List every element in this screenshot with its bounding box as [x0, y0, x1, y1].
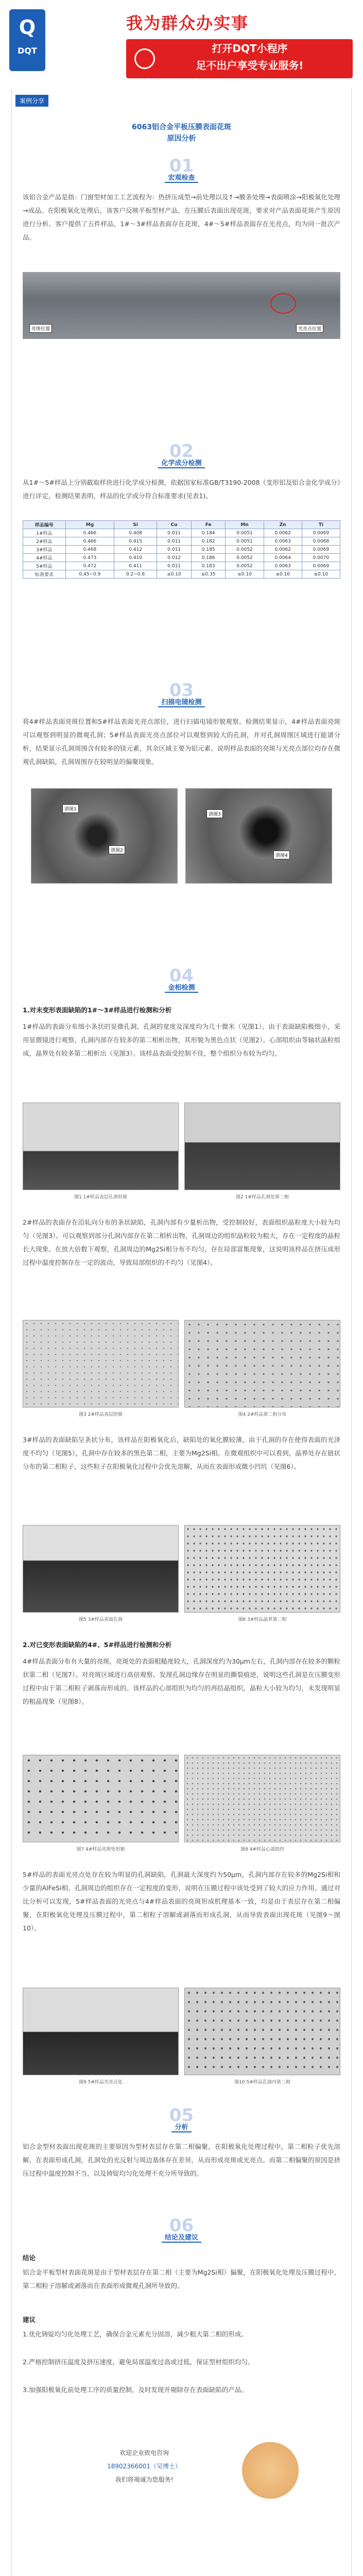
contact-phone[interactable]: 18902366001（吴博士）	[107, 2463, 181, 2470]
caption-fig1: 图1 1#样品表层孔洞形貌	[74, 1195, 127, 1200]
metallograph-fig5	[23, 1525, 179, 1613]
table-header: Fe	[191, 521, 226, 529]
table-header: Mg	[65, 521, 114, 529]
table-header-row	[23, 521, 340, 529]
caption-fig5: 图5 3#样品表面孔洞	[79, 1617, 123, 1622]
section-03-text: 将4#样品表面亮斑位置和5#样品表面光亮点部位，进行扫描电镜形貌观察。检测结果显示，4#样品表面亮斑可以观察到明显的微观孔洞；5#样品表面光亮点部位可以观察到较大的孔洞，并对孔洞周围区域进行能谱分析，结果显示孔洞周围含有较多的镁元素，其余区域主要为铝元素。说明样品表面的亮斑与光亮点部位均存在微观孔洞缺陷，孔洞周围存在较明显的偏聚现象。	[23, 718, 340, 766]
table-cell: 0.0064	[264, 554, 302, 562]
table-cell: 0.45~0.9	[65, 570, 114, 579]
section-04-sub1: 1.对未变形表面缺陷的1#～3#样品进行检测和分析	[23, 1006, 172, 1014]
metallograph-fig10	[184, 1988, 340, 2075]
caption-fig4: 图4 2#样品第二相分布	[238, 1412, 287, 1417]
sem-tag: 谱图2	[109, 845, 125, 854]
table-header: Mn	[226, 521, 264, 529]
table-cell: 0.473	[65, 554, 114, 562]
table-cell: 0.184	[191, 529, 226, 537]
section-04-sub2: 2.对已变形表面缺陷的4#、5#样品进行检测和分析	[23, 1641, 172, 1649]
section-01-heading	[0, 172, 363, 183]
table-cell: 1#样品	[23, 529, 66, 537]
section-02-heading-text: 化学成分检测	[158, 457, 204, 468]
table-cell: 0.0069	[302, 529, 340, 537]
table-cell: 0.411	[114, 562, 157, 570]
table-cell: 0.0052	[226, 554, 264, 562]
handshake-icon	[221, 2432, 319, 2509]
table-row	[23, 529, 340, 537]
advice-1: 1.优化铸锭均匀化处理工艺，确保合金元素充分固溶，减少粗大第二相的形成。	[23, 2330, 248, 2338]
table-row	[23, 570, 340, 579]
section-06-heading-text: 结论及建议	[162, 2232, 201, 2243]
marker-circle	[270, 293, 296, 314]
caption-fig9: 图9 5#样品光亮点处	[79, 2080, 123, 2085]
banner-cta-line1: 打开DQT小程序	[212, 42, 288, 55]
table-cell: 0.2~0.6	[114, 570, 157, 579]
caption-fig6: 图6 3#样品晶界第二相	[238, 1617, 287, 1622]
section-02-text: 从1#～5#样品上分别截取样块进行化学成分检测，依据国家标准GB/T3190-2008《变形铝及铝合金化学成分》进行评定，检测结果表明，样品的化学成分符合标准要求(见表1)。	[23, 479, 340, 500]
conclusion-text: 铝合金平板型材表面花斑是由于型材表层存在第二相（主要为Mg2Si相）偏聚，在阳极氧化处理及压膜过程中，第二相粒子溶解或剥落而在表面形成微观孔洞所导致的。	[23, 2268, 340, 2290]
section-01-number: 01	[169, 156, 194, 176]
table-cell: ≤0.35	[191, 570, 226, 579]
table-cell: 4#样品	[23, 554, 66, 562]
section-04-text5: 5#样品的表面光亮点处存在较为明显的孔洞缺陷，孔洞最大深度约为50μm，孔洞内部存在较多的Mg2Si相和少量的AlFeSi相。孔洞周边的组织存在一定程度的变形，说明在压膜过程中该处受到了较大的应力作用。通过对比分析可以发现，5#样品表面的光亮点与4#样品表面的亮斑形成机理基本一致，均是由于表层存在第二相偏聚，在阳极氧化处理及压膜过程中，第二相粒子溶解或剥落而形成孔洞，从而导致表面出现花斑（见图9～图10）。	[23, 1871, 340, 1932]
table-cell: 0.0069	[302, 562, 340, 570]
table-row	[23, 546, 340, 554]
top-banner[interactable]	[0, 0, 363, 87]
table-cell: 2#样品	[23, 537, 66, 546]
section-04-text2: 2#样品的表面存在沿轧向分布的条状缺陷，孔洞内部有少量析出物，受控制较好，表面组织晶粒度大小较为均匀（见图3）。可以观察到部分孔洞内部存在第二相析出物，孔洞周边的组织晶粒较为粗大，存在一定程度的晶粒长大现象。在放大倍数下观察，孔洞周边的Mg2Si相分布不均匀，存在局部富集现象，这说明该样品在挤压成形过程中温度控制存在一定的波动，导致局部组织的不均匀（见图4）。	[23, 1218, 340, 1266]
table-row	[23, 537, 340, 546]
table-row	[23, 562, 340, 570]
article-title-line1: 6063铝合金平板压膜表面花斑	[132, 123, 231, 131]
dqt-logo	[9, 9, 45, 71]
section-05-number: 05	[169, 2105, 194, 2126]
table-cell: 0.011	[157, 537, 192, 546]
metallograph-fig2	[184, 1103, 340, 1190]
banner-cta-line2: 足不出户享受专业服务!	[196, 59, 304, 72]
table-cell: 0.410	[114, 554, 157, 562]
dqt-logo-text: DQT	[18, 46, 37, 56]
conclusion-title: 结论	[23, 2254, 36, 2262]
sem-tag: 谱图4	[273, 851, 290, 859]
table-cell: ≤0.10	[264, 570, 302, 579]
section-05-heading	[0, 2122, 363, 2132]
table-cell: ≤0.10	[157, 570, 192, 579]
caption-fig8: 图8 4#样品心部组织	[240, 1847, 284, 1852]
sem-tag: 谱图3	[206, 809, 223, 818]
table-cell: 0.182	[191, 537, 226, 546]
sem-tag: 谱图1	[62, 804, 79, 813]
sem-photo-left	[31, 788, 178, 884]
table-cell: 0.0052	[226, 562, 264, 570]
advice-2: 2.严格控制挤压温度及挤压速度，避免局部温度过高或过低，保证型材组织均匀。	[23, 2358, 254, 2366]
table-cell: 0.415	[114, 537, 157, 546]
table-cell: 0.0052	[226, 546, 264, 554]
section-06-number: 06	[169, 2215, 194, 2236]
caption-fig2: 图2 1#样品孔洞处第二相	[236, 1195, 289, 1200]
advice-title: 建议	[23, 2316, 36, 2324]
table-cell: 0.472	[65, 562, 114, 570]
table-row	[23, 554, 340, 562]
section-tag: 案例分享	[15, 95, 48, 107]
table-header: 样品编号	[23, 521, 66, 529]
section-02-number: 02	[169, 441, 194, 462]
table-header: Si	[114, 521, 157, 529]
banner-cta-box[interactable]	[126, 39, 353, 78]
table-cell: 标准要求	[23, 570, 66, 579]
table-cell: 0.0063	[264, 562, 302, 570]
caption-fig7: 图7 4#样品亮斑处形貌	[76, 1847, 125, 1852]
metallograph-fig8	[184, 1755, 340, 1842]
table-cell: 0.412	[114, 546, 157, 554]
metallograph-fig6	[184, 1525, 340, 1613]
banner-slogan: 我为群众办实事	[126, 13, 249, 33]
metallograph-fig7	[23, 1755, 179, 1842]
dqt-logo-mark: Q	[19, 16, 36, 39]
section-04-heading	[0, 982, 363, 993]
metallograph-fig9	[23, 1988, 179, 2075]
section-05-text: 铝合金型材表面出现花斑的主要原因为型材表层存在第二相偏聚，在阳极氧化处理过程中，第二相粒子优先溶解，在表面形成孔洞，孔洞处的光反射与周边基体存在差异，从而形成亮斑或光亮点。而第二相偏聚的原因是挤压过程中温度控制不当，以及铸锭均匀化处理不充分所导致的。	[23, 2143, 340, 2177]
table-cell: 0.185	[191, 546, 226, 554]
photo-tag-bright-point: 光亮点位置	[296, 324, 323, 333]
section-04-text1: 1#样品的表面分布细小条状的显微孔洞，孔洞的宽度及深度均为几十微米（见图1）。由于表面缺陷极细小，采用显微镜进行观察，孔洞内部存在较多的第二相析出物，其形貌为黑色点状（见图2）。心部组织由等轴状晶粒组成，晶界处有较多第二相析出（见图3）。该样品表面受控制不佳，整个组织分布较为均匀。	[23, 1023, 340, 1057]
table-cell: 0.0051	[226, 529, 264, 537]
table-header: Cu	[157, 521, 192, 529]
section-03-number: 03	[169, 680, 194, 701]
table-cell: ≤0.10	[226, 570, 264, 579]
table-cell: 5#样品	[23, 562, 66, 570]
table-header: Ti	[302, 521, 340, 529]
section-04-number: 04	[169, 965, 194, 986]
metallograph-fig4	[184, 1320, 340, 1408]
section-01-text: 该铝合金产品是指：门窗型材加工工艺流程为：热挤压成型→前处理以及↑→膜条处理→表面喷涂→阳极氧化处理→成品。在阳极氧化处理后，该客户反映平板型材产品，在压膜后表面出现花斑，要求对产品表面花斑产生原因进行分析。客户提供了五件样品，1#～3#样品表面存在花斑，4#～5#样品表面存在光亮点，均为同一批次产品。	[23, 193, 340, 241]
table-cell: 0.0069	[302, 546, 340, 554]
section-03-heading-text: 扫描电镜检测	[158, 697, 204, 707]
contact-line2: 我们将竭诚为您服务!	[115, 2476, 174, 2483]
mini-program-icon	[134, 48, 155, 69]
metallograph-fig3	[23, 1320, 179, 1408]
section-04-text3: 3#样品的表面缺陷呈条状分布，该样品在阳极氧化后，缺陷处的氧化膜较薄，由于孔洞的存在使得表面的光泽度不均匀（见图5），孔洞中存在较多的黑色第二相，主要为Mg2Si相。在微观组织中可以看到，晶界处存在链状分布的第二相粒子，这些粒子在阳极氧化过程中会优先溶解，从而在表面形成微小凹坑（见图6）。	[23, 1436, 340, 1470]
table-cell: 0.468	[65, 546, 114, 554]
section-02-heading	[0, 457, 363, 468]
table-cell: 0.183	[191, 562, 226, 570]
advice-3: 3.加强阳极氧化前处理工序的质量控制，及时发现并剔除存在表面缺陷的产品。	[23, 2386, 248, 2394]
section-04-text4: 4#样品表面分布有大量的亮斑，亮斑处的表面粗糙度较大，孔洞深度约为30μm左右，孔洞内部存在较多的颗粒状第二相（见图7）。对亮斑区域进行高倍观察，发现孔洞边缘存在明显的撕裂痕迹，说明这些孔洞是在压膜变形过程中由于第二相粒子剥落而形成的。该样品的心部组织为均匀的再结晶组织，晶粒大小较为均匀，未发现明显的粗晶现象（见图8）。	[23, 1657, 340, 1705]
table-cell: 0.0051	[226, 537, 264, 546]
table-cell: 0.0068	[302, 537, 340, 546]
table-cell: 0.0062	[264, 529, 302, 537]
table-cell: 0.012	[157, 554, 192, 562]
section-01-photo	[23, 272, 340, 339]
table-cell: 0.408	[114, 529, 157, 537]
table-header: Zn	[264, 521, 302, 529]
table-cell: 3#样品	[23, 546, 66, 554]
section-04-heading-text: 金相检测	[165, 982, 198, 993]
contact-line1: 欢迎企业致电咨询	[119, 2449, 169, 2456]
table-cell: 0.011	[157, 562, 192, 570]
section-05-heading-text: 分析	[171, 2122, 191, 2132]
article-title-line2: 原因分析	[167, 134, 196, 143]
sem-photo-right	[185, 788, 332, 884]
table-cell: 0.466	[65, 537, 114, 546]
table-cell: 0.0070	[302, 554, 340, 562]
section-01-heading-text: 宏观检查	[165, 172, 198, 183]
caption-fig10: 图10 5#样品孔洞内第二相	[234, 2080, 290, 2085]
photo-tag-bright-spot: 亮斑位置	[29, 324, 52, 333]
table-cell: 0.186	[191, 554, 226, 562]
section-03-heading	[0, 697, 363, 707]
table-cell: 0.011	[157, 546, 192, 554]
table-cell: 0.0062	[264, 546, 302, 554]
section-06-heading	[0, 2232, 363, 2243]
caption-fig3: 图3 2#样品表层形貌	[79, 1412, 123, 1417]
composition-table	[23, 520, 340, 579]
metallograph-fig1	[23, 1103, 179, 1190]
table-cell: ≤0.10	[302, 570, 340, 579]
table-cell: 0.466	[65, 529, 114, 537]
table-cell: 0.0063	[264, 537, 302, 546]
table-cell: 0.011	[157, 529, 192, 537]
